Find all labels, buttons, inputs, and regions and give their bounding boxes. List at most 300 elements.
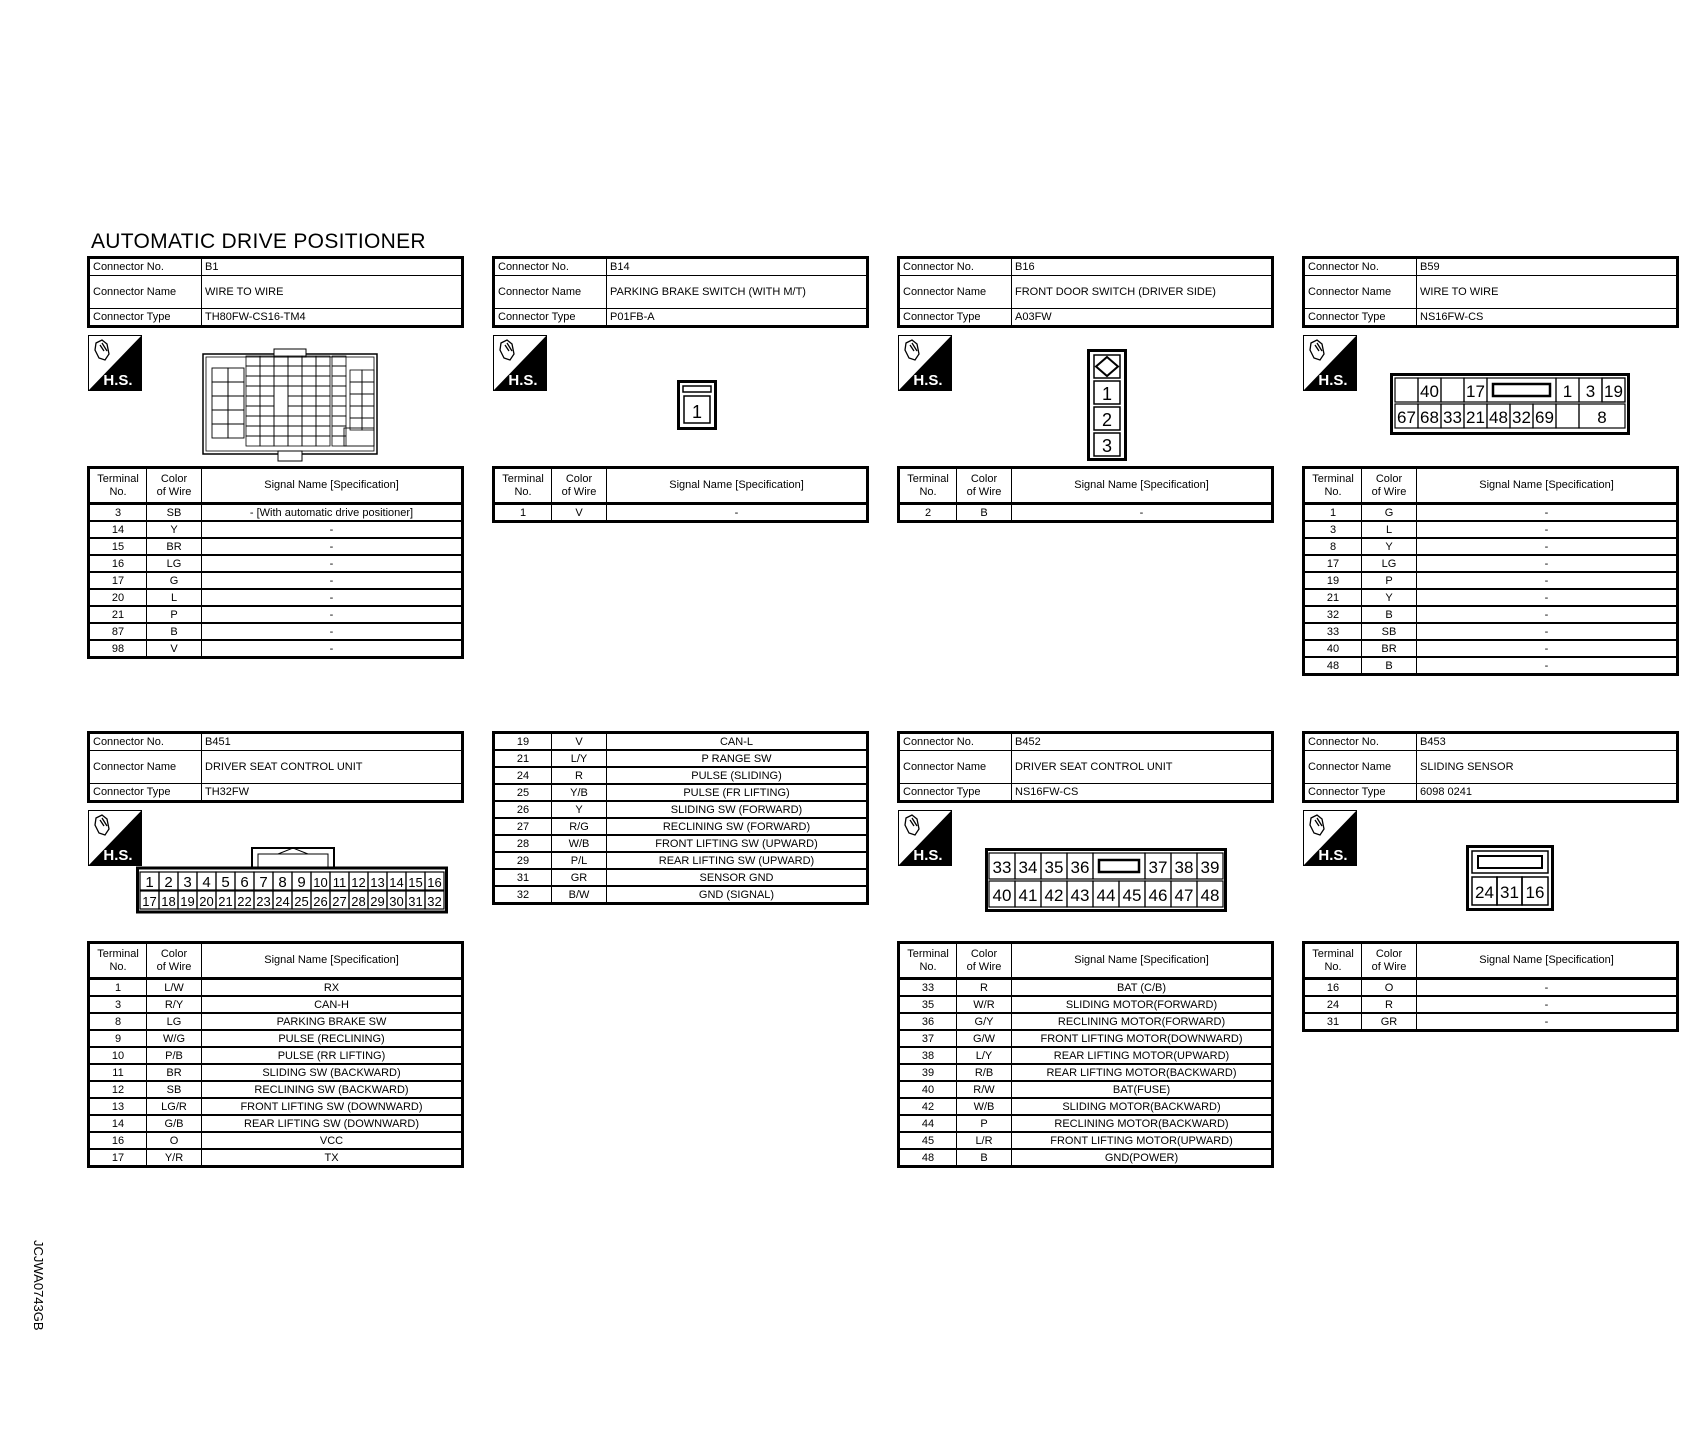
signal-name: - — [1417, 572, 1678, 589]
harness-side-icon — [1303, 810, 1357, 866]
signal-name: - — [1417, 640, 1678, 657]
terminal-number: 98 — [89, 640, 147, 658]
signal-name: - — [202, 572, 463, 589]
terminal-number: 32 — [1304, 606, 1362, 623]
svg-text:H.S.: H.S. — [1318, 847, 1348, 864]
wire-color: Y — [1362, 538, 1417, 555]
table-row — [494, 784, 868, 801]
wire-color: B — [1362, 657, 1417, 675]
table-row — [494, 886, 868, 904]
pin-label: 32 — [1512, 408, 1531, 427]
pin-label: 22 — [237, 894, 252, 909]
terminal-table-b453: Terminal No. Color of Wire Signal Name [Specification] 16 O - 24 R - 31 GR - — [1302, 941, 1679, 1032]
terminal-table-b451: Terminal No. Color of Wire Signal Name [Specification] 1 L/W RX 3 R/Y CAN-H 8 LG PARKING BRAKE SW 9 W/G PULSE (RECLINING) 10 P/B PULSE (RR LIFTING) 11 BR SLIDING SW (BACKWARD) 12 SB RECLINING SW (BACKWARD) 13 LG/R FRONT LIFTING SW (DOWNWARD) 14 G/B REAR LIFTING SW (DOWNWARD) 16 O VCC 17 Y/R TX — [87, 941, 464, 1168]
terminal-number: 24 — [1304, 996, 1362, 1013]
wire-color: P/L — [552, 852, 607, 869]
signal-name: RECLINING MOTOR(BACKWARD) — [1012, 1115, 1273, 1132]
signal-name: CAN-H — [202, 996, 463, 1013]
signal-name: BAT(FUSE) — [1012, 1081, 1273, 1098]
connector-number: B451 — [202, 733, 463, 751]
wire-color: LG — [147, 1013, 202, 1030]
connector-number: B452 — [1012, 733, 1273, 751]
terminal-number: 3 — [89, 504, 147, 522]
pin-label: 3 — [183, 874, 192, 891]
pin-label: 37 — [1148, 858, 1168, 877]
pin-label: 43 — [1070, 886, 1090, 905]
signal-name: SENSOR GND — [607, 869, 868, 886]
pin-label: 1 — [1101, 384, 1113, 404]
pin-label: 14 — [389, 875, 404, 890]
signal-name: - — [1417, 1013, 1678, 1031]
table-row — [1304, 572, 1678, 589]
table-row — [1304, 538, 1678, 555]
wire-color: LG — [1362, 555, 1417, 572]
wire-color: G/W — [957, 1030, 1012, 1047]
connector-name: WIRE TO WIRE — [202, 276, 463, 309]
pin-label: 12 — [351, 875, 366, 890]
terminal-number: 21 — [1304, 589, 1362, 606]
pin-label: 4 — [202, 874, 211, 891]
terminal-number: 16 — [89, 555, 147, 572]
pin-label: 39 — [1200, 858, 1220, 877]
signal-name: PULSE (SLIDING) — [607, 767, 868, 784]
table-row — [899, 504, 1273, 522]
pin-label: 18 — [161, 894, 176, 909]
connector-face-b451 — [136, 846, 448, 914]
signal-name: CAN-L — [607, 733, 868, 751]
pin-label: 17 — [1466, 382, 1485, 401]
wire-color: P — [1362, 572, 1417, 589]
table-row — [89, 1047, 463, 1064]
pin-label: 8 — [1597, 408, 1607, 427]
pin-label: 6 — [240, 874, 249, 891]
pin-label: 36 — [1070, 858, 1090, 877]
signal-name: REAR LIFTING MOTOR(BACKWARD) — [1012, 1064, 1273, 1081]
pin-label: 16 — [427, 875, 442, 890]
pin-label: 1 — [691, 402, 703, 422]
table-row — [1304, 589, 1678, 606]
wire-color: GR — [1362, 1013, 1417, 1031]
signal-name: - — [1417, 555, 1678, 572]
pin-label: 40 — [1420, 382, 1439, 401]
wire-color: L — [147, 589, 202, 606]
terminal-number: 20 — [89, 589, 147, 606]
wire-color: W/B — [957, 1098, 1012, 1115]
terminal-number: 11 — [89, 1064, 147, 1081]
signal-name: - — [1417, 521, 1678, 538]
terminal-number: 45 — [899, 1132, 957, 1149]
table-row — [899, 1115, 1273, 1132]
table-row — [89, 1149, 463, 1167]
terminal-number: 17 — [89, 572, 147, 589]
wire-color: L/Y — [552, 750, 607, 767]
table-row — [494, 835, 868, 852]
terminal-number: 14 — [89, 1115, 147, 1132]
svg-text:H.S.: H.S. — [103, 372, 133, 389]
pin-label: 48 — [1200, 886, 1220, 905]
wire-color: B — [957, 504, 1012, 522]
signal-name: SLIDING MOTOR(FORWARD) — [1012, 996, 1273, 1013]
table-row — [494, 818, 868, 835]
signal-name: - — [1417, 538, 1678, 555]
table-row — [494, 504, 868, 522]
signal-name: - — [1417, 606, 1678, 623]
signal-name: - — [202, 538, 463, 555]
connector-face-b453 — [1466, 845, 1554, 911]
table-row — [89, 979, 463, 997]
svg-text:H.S.: H.S. — [1318, 372, 1348, 389]
signal-name: - — [202, 640, 463, 658]
pin-label: 17 — [142, 894, 157, 909]
table-row — [494, 801, 868, 818]
connector-name: PARKING BRAKE SWITCH (WITH M/T) — [607, 276, 868, 309]
wire-color: V — [552, 733, 607, 751]
terminal-number: 39 — [899, 1064, 957, 1081]
connector-face-b59 — [1390, 373, 1630, 435]
terminal-number: 42 — [899, 1098, 957, 1115]
terminal-number: 87 — [89, 623, 147, 640]
signal-name: - — [202, 589, 463, 606]
wire-color: P — [147, 606, 202, 623]
svg-text:H.S.: H.S. — [913, 372, 943, 389]
harness-side-icon — [898, 810, 952, 866]
wire-color: L/Y — [957, 1047, 1012, 1064]
table-row — [89, 521, 463, 538]
table-row — [899, 1149, 1273, 1167]
signal-name: - — [202, 555, 463, 572]
connector-face-b1 — [202, 348, 378, 462]
connector-name: DRIVER SEAT CONTROL UNIT — [202, 751, 463, 784]
wire-color: G/Y — [957, 1013, 1012, 1030]
pin-label: 21 — [218, 894, 233, 909]
wire-color: Y/R — [147, 1149, 202, 1167]
signal-name: RECLINING SW (BACKWARD) — [202, 1081, 463, 1098]
table-row — [89, 555, 463, 572]
table-row — [899, 1132, 1273, 1149]
pin-label: 24 — [275, 894, 290, 909]
signal-name: REAR LIFTING SW (DOWNWARD) — [202, 1115, 463, 1132]
signal-name: - — [1417, 589, 1678, 606]
pin-label: 34 — [1018, 858, 1038, 877]
terminal-number: 25 — [494, 784, 552, 801]
harness-side-icon — [88, 335, 142, 391]
svg-text:H.S.: H.S. — [103, 847, 133, 864]
wire-color: O — [147, 1132, 202, 1149]
wire-color: V — [552, 504, 607, 522]
table-row — [494, 767, 868, 784]
table-row — [89, 1081, 463, 1098]
connector-info-b14: Connector No. B14 Connector Name PARKING BRAKE SWITCH (WITH M/T) Connector Type P01FB-A — [492, 256, 869, 328]
terminal-number: 3 — [89, 996, 147, 1013]
table-row — [1304, 623, 1678, 640]
pin-label: 5 — [221, 874, 230, 891]
table-row — [89, 1098, 463, 1115]
wire-color: G — [147, 572, 202, 589]
wire-color: R — [1362, 996, 1417, 1013]
terminal-number: 1 — [89, 979, 147, 997]
table-row — [899, 1013, 1273, 1030]
terminal-number: 17 — [1304, 555, 1362, 572]
terminal-number: 44 — [899, 1115, 957, 1132]
table-row — [1304, 979, 1678, 997]
signal-name: VCC — [202, 1132, 463, 1149]
table-row — [899, 996, 1273, 1013]
table-row — [899, 979, 1273, 997]
harness-side-icon — [493, 335, 547, 391]
wire-color: L — [1362, 521, 1417, 538]
signal-name: - — [202, 521, 463, 538]
signal-name: - — [1417, 996, 1678, 1013]
pin-label: 68 — [1420, 408, 1439, 427]
wire-color: Y — [1362, 589, 1417, 606]
pin-label: 31 — [408, 894, 423, 909]
terminal-number: 15 — [89, 538, 147, 555]
signal-name: FRONT LIFTING MOTOR(UPWARD) — [1012, 1132, 1273, 1149]
table-row — [89, 623, 463, 640]
connector-type: TH32FW — [202, 784, 463, 802]
pin-label: 48 — [1489, 408, 1508, 427]
connector-type: P01FB-A — [607, 309, 868, 327]
wire-color: R/G — [552, 818, 607, 835]
terminal-number: 19 — [1304, 572, 1362, 589]
wire-color: P — [957, 1115, 1012, 1132]
terminal-number: 29 — [494, 852, 552, 869]
table-row — [89, 1013, 463, 1030]
wire-color: BR — [1362, 640, 1417, 657]
terminal-table-b452: Terminal No. Color of Wire Signal Name [Specification] 33 R BAT (C/B) 35 W/R SLIDING MOTOR(FORWARD) 36 G/Y RECLINING MOTOR(FORWARD) 37 G/W FRONT LIFTING MOTOR(DOWNWARD) 38 L/Y REAR LIFTING MOTOR(UPWARD) 39 R/B REAR LIFTING MOTOR(BACKWARD) 40 R/W BAT(FUSE) 42 W/B SLIDING MOTOR(BACKWARD) 44 P RECLINING MOTOR(BACKWARD) 45 L/R FRONT LIFTING MOTOR(UPWARD) 48 B GND(POWER) — [897, 941, 1274, 1168]
pin-label: 44 — [1096, 886, 1116, 905]
signal-name: - — [202, 606, 463, 623]
terminal-number: 21 — [494, 750, 552, 767]
table-row — [494, 852, 868, 869]
signal-name: PULSE (RR LIFTING) — [202, 1047, 463, 1064]
table-row — [1304, 504, 1678, 522]
connector-info-b16: Connector No. B16 Connector Name FRONT DOOR SWITCH (DRIVER SIDE) Connector Type A03FW — [897, 256, 1274, 328]
pin-label: 27 — [332, 894, 347, 909]
pin-label: 69 — [1535, 408, 1554, 427]
signal-name: GND (SIGNAL) — [607, 886, 868, 904]
pin-label: 1 — [1562, 382, 1573, 401]
terminal-number: 35 — [899, 996, 957, 1013]
signal-name: RECLINING SW (FORWARD) — [607, 818, 868, 835]
pin-label: 42 — [1044, 886, 1064, 905]
pin-label: 3 — [1585, 382, 1596, 401]
table-row — [1304, 996, 1678, 1013]
wire-color: SB — [147, 504, 202, 522]
harness-side-icon — [1303, 335, 1357, 391]
wire-color: B — [957, 1149, 1012, 1167]
connector-info-b452: Connector No. B452 Connector Name DRIVER SEAT CONTROL UNIT Connector Type NS16FW-CS — [897, 731, 1274, 803]
signal-name: - — [1417, 657, 1678, 675]
page-title: AUTOMATIC DRIVE POSITIONER — [91, 230, 426, 253]
connector-face-b16 — [1087, 349, 1127, 461]
pin-label: 24 — [1475, 883, 1494, 902]
wire-color: Y — [147, 521, 202, 538]
pin-label: 38 — [1174, 858, 1194, 877]
pin-label: 3 — [1101, 436, 1113, 456]
pin-label: 40 — [992, 886, 1012, 905]
terminal-number: 33 — [899, 979, 957, 997]
terminal-number: 40 — [899, 1081, 957, 1098]
connector-info-b451: Connector No. B451 Connector Name DRIVER SEAT CONTROL UNIT Connector Type TH32FW — [87, 731, 464, 803]
connector-info-b1: Connector No. B1 Connector Name WIRE TO WIRE Connector Type TH80FW-CS16-TM4 — [87, 256, 464, 328]
pin-label: 16 — [1525, 883, 1545, 902]
connector-name: DRIVER SEAT CONTROL UNIT — [1012, 751, 1273, 784]
table-row — [899, 1047, 1273, 1064]
svg-text:H.S.: H.S. — [508, 372, 538, 389]
table-row — [899, 1098, 1273, 1115]
pin-label: 2 — [164, 874, 173, 891]
signal-name: FRONT LIFTING MOTOR(DOWNWARD) — [1012, 1030, 1273, 1047]
pin-label: 30 — [389, 894, 404, 909]
terminal-number: 26 — [494, 801, 552, 818]
terminal-table-b14: Terminal No. Color of Wire Signal Name [Specification] 1 V - — [492, 466, 869, 523]
terminal-table-b1: Terminal No. Color of Wire Signal Name [Specification] 3 SB - [With automatic drive positioner] 14 Y - 15 BR - 16 LG - 17 G - 20 L - 21 P - 87 B - 98 V - — [87, 466, 464, 659]
pin-label: 32 — [427, 894, 442, 909]
wire-color: V — [147, 640, 202, 658]
pin-label: 8 — [278, 874, 287, 891]
pin-label: 9 — [297, 874, 306, 891]
connector-name: WIRE TO WIRE — [1417, 276, 1678, 309]
signal-name: PARKING BRAKE SW — [202, 1013, 463, 1030]
terminal-number: 38 — [899, 1047, 957, 1064]
pin-label: 19 — [180, 894, 195, 909]
table-row — [89, 572, 463, 589]
connector-number: B16 — [1012, 258, 1273, 276]
terminal-number: 8 — [89, 1013, 147, 1030]
table-row — [1304, 521, 1678, 538]
table-row — [1304, 555, 1678, 572]
signal-name: FRONT LIFTING SW (UPWARD) — [607, 835, 868, 852]
signal-name: BAT (C/B) — [1012, 979, 1273, 997]
terminal-number: 8 — [1304, 538, 1362, 555]
wire-color: O — [1362, 979, 1417, 997]
table-row — [89, 606, 463, 623]
wire-color: G — [1362, 504, 1417, 522]
wire-color: BR — [147, 1064, 202, 1081]
pin-label: 47 — [1174, 886, 1194, 905]
terminal-table-b16: Terminal No. Color of Wire Signal Name [Specification] 2 B - — [897, 466, 1274, 523]
signal-name: - — [202, 623, 463, 640]
connector-name: FRONT DOOR SWITCH (DRIVER SIDE) — [1012, 276, 1273, 309]
table-row — [494, 869, 868, 886]
table-row — [494, 750, 868, 767]
terminal-number: 16 — [1304, 979, 1362, 997]
wire-color: SB — [147, 1081, 202, 1098]
connector-name: SLIDING SENSOR — [1417, 751, 1678, 784]
signal-name: PULSE (FR LIFTING) — [607, 784, 868, 801]
signal-name: RX — [202, 979, 463, 997]
signal-name: - — [1417, 979, 1678, 997]
wire-color: B — [1362, 606, 1417, 623]
connector-info-b453: Connector No. B453 Connector Name SLIDING SENSOR Connector Type 6098 0241 — [1302, 731, 1679, 803]
wire-color: B/W — [552, 886, 607, 904]
pin-label: 26 — [313, 894, 328, 909]
terminal-number: 2 — [899, 504, 957, 522]
table-row — [89, 504, 463, 522]
pin-label: 20 — [199, 894, 214, 909]
wire-color: W/G — [147, 1030, 202, 1047]
signal-name: FRONT LIFTING SW (DOWNWARD) — [202, 1098, 463, 1115]
table-row — [1304, 657, 1678, 675]
table-row — [494, 733, 868, 751]
table-row — [1304, 1013, 1678, 1031]
signal-name: - — [1417, 504, 1678, 522]
signal-name: - — [1417, 623, 1678, 640]
connector-type: TH80FW-CS16-TM4 — [202, 309, 463, 327]
pin-label: 46 — [1148, 886, 1168, 905]
pin-label: 25 — [294, 894, 309, 909]
terminal-number: 27 — [494, 818, 552, 835]
connector-type: 6098 0241 — [1417, 784, 1678, 802]
wire-color: W/R — [957, 996, 1012, 1013]
table-row — [89, 589, 463, 606]
wire-color: L/R — [957, 1132, 1012, 1149]
pin-label: 29 — [370, 894, 385, 909]
harness-side-icon — [88, 810, 142, 866]
table-row — [1304, 606, 1678, 623]
signal-name: P RANGE SW — [607, 750, 868, 767]
pin-label: 21 — [1466, 408, 1485, 427]
terminal-number: 31 — [1304, 1013, 1362, 1031]
terminal-number: 32 — [494, 886, 552, 904]
pin-label: 7 — [259, 874, 268, 891]
wire-color: W/B — [552, 835, 607, 852]
signal-name: - — [1012, 504, 1273, 522]
table-row — [89, 996, 463, 1013]
terminal-number: 1 — [494, 504, 552, 522]
pin-label: 45 — [1122, 886, 1142, 905]
table-row — [89, 538, 463, 555]
connector-number: B59 — [1417, 258, 1678, 276]
terminal-number: 48 — [1304, 657, 1362, 675]
pin-label: 11 — [332, 875, 347, 890]
table-row — [1304, 640, 1678, 657]
terminal-number: 14 — [89, 521, 147, 538]
connector-number: B14 — [607, 258, 868, 276]
wire-color: R — [552, 767, 607, 784]
image-code: JCJWA0743GB — [31, 1240, 46, 1331]
terminal-number: 9 — [89, 1030, 147, 1047]
wire-color: R/Y — [147, 996, 202, 1013]
signal-name: SLIDING SW (FORWARD) — [607, 801, 868, 818]
signal-name: - — [607, 504, 868, 522]
terminal-number: 48 — [899, 1149, 957, 1167]
wire-color: G/B — [147, 1115, 202, 1132]
table-row — [89, 1115, 463, 1132]
connector-type: NS16FW-CS — [1012, 784, 1273, 802]
pin-label: 33 — [992, 858, 1012, 877]
terminal-number: 36 — [899, 1013, 957, 1030]
table-row — [89, 1132, 463, 1149]
signal-name: TX — [202, 1149, 463, 1167]
terminal-number: 16 — [89, 1132, 147, 1149]
wire-color: B — [147, 623, 202, 640]
terminal-number: 28 — [494, 835, 552, 852]
wire-color: LG/R — [147, 1098, 202, 1115]
terminal-number: 37 — [899, 1030, 957, 1047]
terminal-table-b451-continued — [492, 731, 869, 905]
table-row — [89, 1064, 463, 1081]
pin-label: 31 — [1500, 883, 1519, 902]
connector-type: A03FW — [1012, 309, 1273, 327]
terminal-number: 12 — [89, 1081, 147, 1098]
wire-color: SB — [1362, 623, 1417, 640]
terminal-number: 10 — [89, 1047, 147, 1064]
terminal-number: 40 — [1304, 640, 1362, 657]
wire-color: P/B — [147, 1047, 202, 1064]
table-row — [899, 1081, 1273, 1098]
